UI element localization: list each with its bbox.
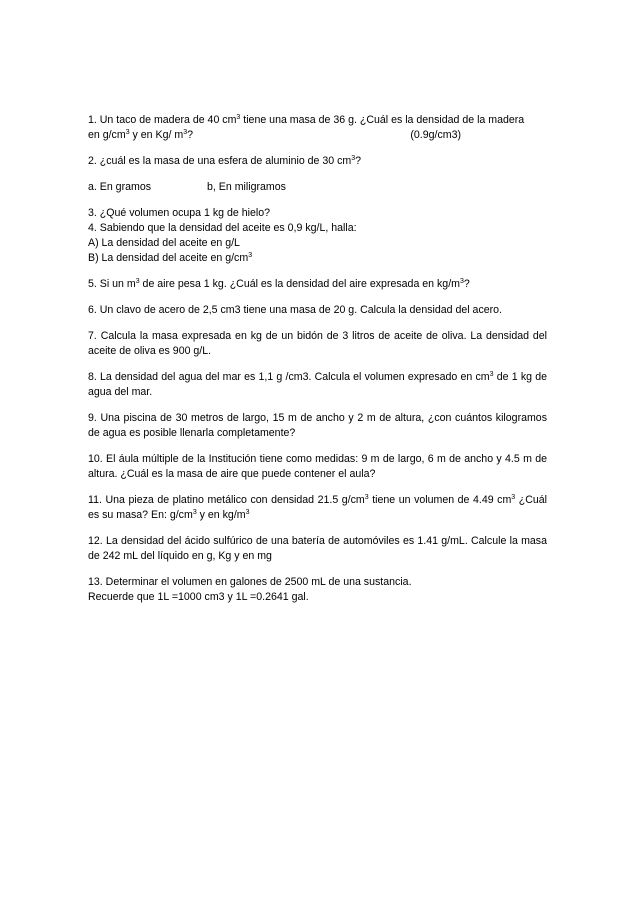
question-7: 7. Calcula la masa expresada en kg de un bidón de 3 litros de aceite de oliva. La densidad del aceite de oliva es 900 g/L. — [88, 330, 547, 357]
question-8: 8. La densidad del agua del mar es 1,1 g /cm3. Calcula el volumen expresado en $cm^3$ de 1 kg de agua del mar. — [88, 371, 548, 398]
question-1-answer: (0.9g/cm3) — [410, 129, 461, 141]
question-11: 11. Una pieza de platino metálico con densidad 21.5 $g/cm^3$ tiene un volumen de 4.49 $cm^3$ ¿Cuál es su masa? En: $g/cm^3$ y en $kg/m^3$ — [88, 494, 548, 521]
question-2-options — [88, 180, 547, 195]
question-4: 4. Sabiendo que la densidad del aceite es 0,9 kg/L, halla: — [88, 222, 357, 234]
question-1 — [88, 113, 547, 143]
question-5: 5. Si un $m^3$ de aire pesa 1 kg. ¿Cuál es la densidad del aire expresada en $kg/m^3$? — [88, 278, 470, 290]
question-6: 6. Un clavo de acero de 2,5 cm3 tiene una masa de 20 g. Calcula la densidad del acero. — [88, 304, 503, 316]
question-13-note: Recuerde que 1L =1000 cm3 y 1L =0.2641 gal. — [88, 591, 309, 603]
question-2-option-a: a. En gramos — [88, 181, 152, 193]
question-1-line-2: en $g/cm^3$ y en Kg/ $m^3$? — [88, 129, 193, 141]
question-4-part-a: A) La densidad del aceite en g/L — [88, 237, 240, 249]
question-10: 10. El áula múltiple de la Institución tiene como medidas: 9 m de largo, 6 m de ancho y 4.5 m de altura. ¿Cuál es la masa de aire que puede contener el aula? — [88, 453, 547, 480]
question-13-text: 13. Determinar el volumen en galones de 2500 mL de una sustancia. — [88, 576, 412, 588]
question-13 — [88, 575, 547, 605]
question-12: 12. La densidad del ácido sulfúrico de una batería de automóviles es 1.41 g/mL. Calcule la masa de 242 mL del líquido en g, Kg y en mg — [88, 535, 547, 562]
question-list — [88, 113, 547, 605]
question-1-line-1: 1. Un taco de madera de 40 $cm^3$ tiene una masa de 36 g. ¿Cuál es la densidad de la madera — [88, 114, 525, 126]
questions-3-4 — [88, 206, 547, 266]
question-2: 2. ¿cuál es la masa de una esfera de aluminio de 30 $cm^3$? — [88, 155, 362, 167]
question-2-option-b: b, En miligramos — [207, 181, 286, 193]
question-4-part-b: B) La densidad del aceite en $g/cm^3$ — [88, 252, 253, 264]
question-3: 3. ¿Qué volumen ocupa 1 kg de hielo? — [88, 207, 270, 219]
question-9: 9. Una piscina de 30 metros de largo, 15 m de ancho y 2 m de altura, ¿con cuántos kilogramos de agua es posible llenarla completamente? — [88, 412, 547, 439]
